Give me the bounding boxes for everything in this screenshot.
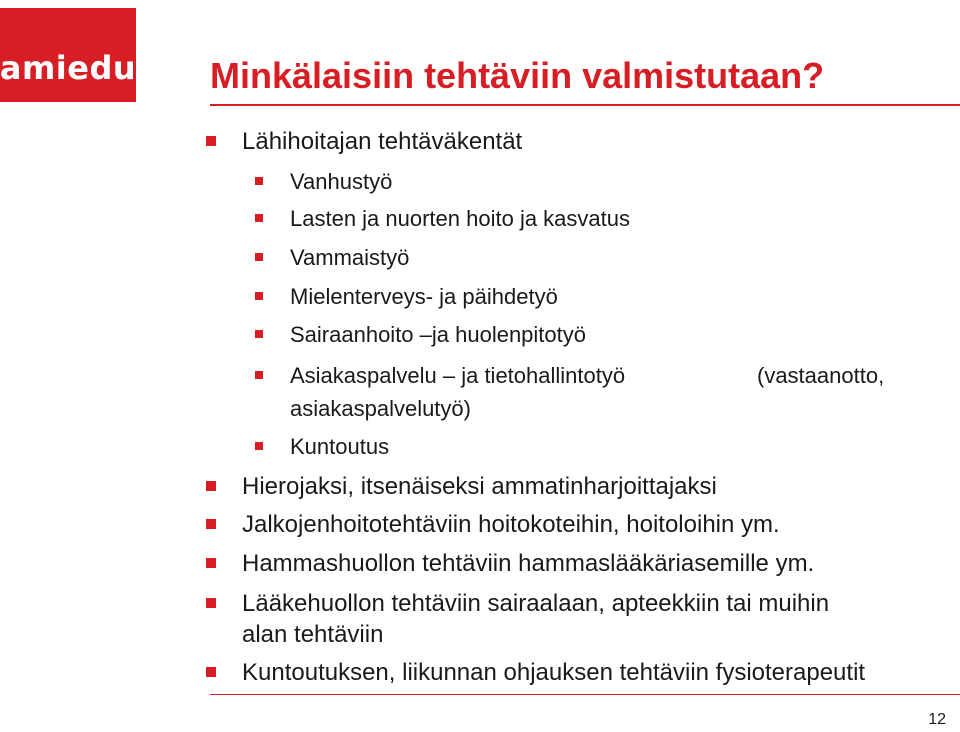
square-bullet-icon <box>255 214 263 222</box>
sub-bullet-text: Mielenterveys- ja päihdetyö <box>290 284 558 309</box>
sub-bullet-mielenterveys <box>290 286 558 308</box>
square-bullet-icon <box>206 558 216 568</box>
amiedu-logo <box>0 8 136 102</box>
sub-bullet-sairaanhoito <box>290 324 586 346</box>
sub-bullet-text: Vanhustyö <box>290 169 393 194</box>
sub-bullet-text: Vammaistyö <box>290 245 410 270</box>
sub-bullet-vammaistyo <box>290 247 409 269</box>
sub-bullet-text: Asiakaspalvelu – ja tietohallintotyö <box>290 363 626 388</box>
square-bullet-icon <box>206 519 216 529</box>
bullet-text: Jalkojenhoitotehtäviin hoitokoteihin, hoitoloihin ym. <box>242 511 780 538</box>
bullet-continuation: alan tehtäviin <box>242 621 384 648</box>
square-bullet-icon <box>255 292 263 300</box>
sub-bullet-continuation: (vastaanotto, <box>757 363 885 388</box>
logo-text: amiedu <box>0 49 137 87</box>
square-bullet-icon <box>206 136 216 146</box>
square-bullet-icon <box>255 177 263 185</box>
footer-divider <box>210 694 960 695</box>
square-bullet-icon <box>255 330 263 338</box>
bullet-hammashuollon <box>242 552 814 576</box>
sub-bullet-kuntoutus <box>290 436 389 458</box>
square-bullet-icon <box>255 253 263 261</box>
bullet-laakehuollon <box>242 592 829 616</box>
bullet-text: Hammashuollon tehtäviin hammaslääkäriasemille ym. <box>242 550 815 577</box>
bullet-text: Lääkehuollon tehtäviin sairaalaan, apteekkiin tai muihin <box>242 590 830 617</box>
slide-title: Minkälaisiin tehtäviin valmistutaan? <box>210 55 825 96</box>
square-bullet-icon <box>206 481 216 491</box>
bullet-lahihoitajan <box>242 130 522 154</box>
sub-bullet-text: Sairaanhoito –ja huolenpitotyö <box>290 322 587 347</box>
page-number: 12 <box>928 711 946 728</box>
bullet-jalkojenhoito <box>242 513 780 537</box>
sub-bullet-text: Kuntoutus <box>290 434 390 459</box>
bullet-hierojaksi <box>242 475 717 499</box>
bullet-kuntoutuksen <box>242 661 865 685</box>
sub-bullet-asiakaspalvelu <box>290 365 625 387</box>
sub-bullet-vanhustyo <box>290 171 392 193</box>
sub-bullet-lasten <box>290 208 630 230</box>
square-bullet-icon <box>206 667 216 677</box>
title-divider <box>210 104 960 106</box>
square-bullet-icon <box>255 371 263 379</box>
square-bullet-icon <box>206 598 216 608</box>
bullet-text: Kuntoutuksen, liikunnan ohjauksen tehtäviin fysioterapeutit <box>242 659 866 686</box>
square-bullet-icon <box>255 442 263 450</box>
bullet-text: Hierojaksi, itsenäiseksi ammatinharjoittajaksi <box>242 473 717 500</box>
sub-bullet-continuation: asiakaspalvelutyö) <box>290 396 471 421</box>
sub-bullet-text: Lasten ja nuorten hoito ja kasvatus <box>290 206 631 231</box>
bullet-text: Lähihoitajan tehtäväkentät <box>242 128 523 155</box>
